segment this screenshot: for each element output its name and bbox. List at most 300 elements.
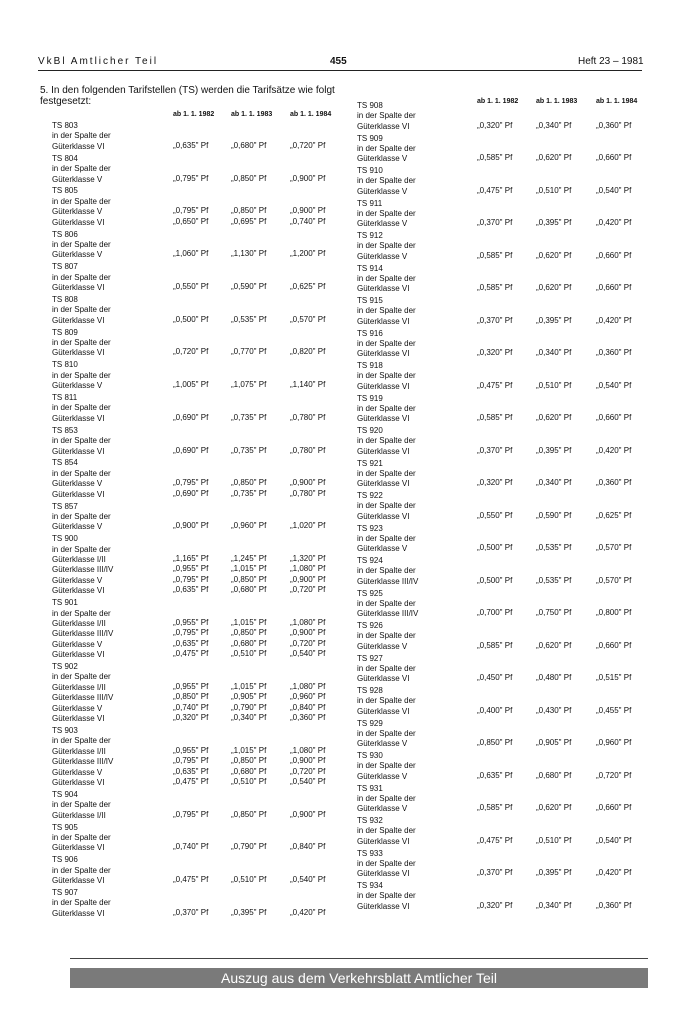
tarifstelle-label: TS 907: [52, 887, 78, 897]
tarif-value: „0,635" Pf: [173, 585, 209, 595]
column-phrase: in der Spalte der: [357, 241, 416, 251]
tarif-value: „0,395" Pf: [536, 218, 572, 228]
page-number: 455: [330, 56, 347, 67]
tarifstelle-label: TS 906: [52, 855, 78, 865]
tarif-value: „0,840" Pf: [290, 842, 326, 852]
tarif-value: „1,060" Pf: [173, 249, 209, 259]
gueterklasse-label: Güterklasse VI: [357, 869, 410, 879]
tarif-value: „0,540" Pf: [596, 835, 632, 845]
running-header: VkBl Amtlicher Teil: [38, 56, 159, 67]
tarif-value: „0,900" Pf: [290, 173, 326, 183]
tarif-value: „0,795" Pf: [173, 173, 209, 183]
tarif-value: „0,720" Pf: [173, 347, 209, 357]
column-phrase: in der Spalte der: [52, 436, 111, 446]
tarif-value: „0,680" Pf: [231, 766, 267, 776]
tarif-value: „0,455" Pf: [596, 705, 632, 715]
tarifstelle-label: TS 925: [357, 588, 383, 598]
tarif-value: „0,660" Pf: [596, 413, 632, 423]
tarif-value: „0,690" Pf: [173, 445, 209, 455]
tarifstelle-label: TS 806: [52, 229, 78, 239]
tarifstelle-label: TS 930: [357, 751, 383, 760]
tarif-value: „0,620" Pf: [536, 413, 572, 423]
tarifstelle-label: TS 900: [52, 534, 78, 544]
tarif-value: „0,795" Pf: [173, 574, 209, 584]
gueterklasse-label: Güterklasse I/II: [52, 810, 106, 820]
tarif-value: „0,540" Pf: [596, 380, 632, 390]
tarif-value: „0,360" Pf: [596, 348, 632, 358]
tarif-value: „0,360" Pf: [596, 900, 632, 910]
tarif-value: „0,680" Pf: [231, 140, 267, 150]
tarifstelle-label: TS 803: [52, 121, 78, 130]
tarif-value: „1,015" Pf: [231, 617, 267, 627]
column-phrase: in der Spalte der: [357, 793, 416, 803]
gueterklasse-label: Güterklasse V: [52, 522, 103, 532]
column-phrase: in der Spalte der: [52, 832, 111, 842]
tarif-value: „0,320" Pf: [173, 713, 209, 722]
gueterklasse-label: Güterklasse VI: [52, 777, 105, 787]
gueterklasse-label: Güterklasse VI: [52, 714, 105, 723]
tarif-value: „0,400" Pf: [477, 705, 513, 715]
gueterklasse-label: Güterklasse V: [52, 479, 103, 489]
header-rule: [38, 70, 642, 71]
tarif-value: „1,245" Pf: [231, 554, 267, 563]
tarif-value: „0,550" Pf: [173, 282, 209, 291]
column-phrase: in der Spalte der: [357, 143, 416, 153]
gueterklasse-label: Güterklasse VI: [357, 414, 410, 424]
gueterklasse-label: Güterklasse VI: [357, 446, 410, 456]
tarif-value: „1,020" Pf: [290, 521, 326, 531]
footer-banner: Auszug aus dem Verkehrsblatt Amtlicher Teil: [70, 968, 648, 988]
tarif-value: „0,320" Pf: [477, 478, 513, 488]
tarif-value: „0,955" Pf: [173, 564, 209, 574]
tarif-value: „0,450" Pf: [477, 673, 513, 683]
tarifstelle-label: TS 811: [52, 393, 78, 402]
tarif-value: „0,680" Pf: [231, 585, 267, 595]
tarif-value: „0,700" Pf: [477, 608, 513, 618]
tarif-value: „0,795" Pf: [173, 628, 209, 638]
tarif-value: „0,540" Pf: [290, 875, 326, 884]
tarif-value: „0,635" Pf: [173, 638, 209, 648]
tarif-value: „0,535" Pf: [536, 575, 572, 585]
tarif-value: „0,790" Pf: [231, 842, 267, 852]
tarif-value: „0,850" Pf: [477, 738, 513, 748]
tarif-value: „0,900" Pf: [290, 574, 326, 584]
tarif-value: „0,585" Pf: [477, 803, 513, 813]
tarif-value: „1,130" Pf: [231, 249, 267, 259]
tarif-value: „0,475" Pf: [173, 649, 209, 659]
tarif-value: „0,740" Pf: [173, 842, 209, 852]
tarif-value: „0,370" Pf: [477, 218, 513, 228]
tarif-value: „0,540" Pf: [596, 185, 632, 195]
tarif-value: „0,650" Pf: [173, 216, 209, 226]
column-phrase: in der Spalte der: [357, 858, 416, 868]
tarif-value: „1,080" Pf: [290, 681, 326, 691]
tarif-value: „0,510" Pf: [231, 875, 267, 884]
gueterklasse-label: Güterklasse VI: [357, 674, 410, 684]
gueterklasse-label: Güterklasse VI: [52, 908, 105, 918]
column-phrase: in der Spalte der: [52, 898, 111, 908]
tarif-value: „0,690" Pf: [173, 412, 209, 422]
tarif-value: „0,475" Pf: [477, 835, 513, 845]
gueterklasse-label: Güterklasse VI: [357, 706, 410, 716]
tarifstelle-label: TS 809: [52, 327, 78, 337]
tarif-value: „0,540" Pf: [290, 776, 326, 786]
tarif-value: „0,795" Pf: [173, 756, 209, 766]
tarif-value: „0,420" Pf: [290, 907, 326, 917]
column-phrase: in der Spalte der: [357, 111, 416, 121]
tarif-value: „0,820" Pf: [290, 347, 326, 357]
tarif-value: „0,960" Pf: [596, 738, 632, 748]
tarif-value: „0,585" Pf: [477, 640, 513, 650]
tarif-value: „0,570" Pf: [596, 543, 632, 553]
gueterklasse-label: Güterklasse V: [357, 186, 408, 196]
tarif-value: „0,900" Pf: [290, 809, 326, 819]
tarif-value: „0,395" Pf: [231, 907, 267, 917]
tarif-value: „0,340" Pf: [536, 348, 572, 358]
intro-paragraph: 5. In den folgenden Tarifstellen (TS) werden die Tarifsätze wie folgt festgesetzt:: [40, 85, 335, 107]
tarif-value: „0,955" Pf: [173, 617, 209, 627]
column-header: ab 1. 1. 1982: [173, 111, 215, 118]
gueterklasse-label: Güterklasse VI: [52, 413, 105, 423]
tarif-value: „0,635" Pf: [477, 770, 513, 780]
tarifstelle-label: TS 929: [357, 718, 383, 728]
gueterklasse-label: Güterklasse VI: [357, 381, 410, 391]
tarif-value: „0,620" Pf: [536, 283, 572, 293]
gueterklasse-label: Güterklasse VI: [357, 479, 410, 489]
tarif-value: „1,015" Pf: [231, 564, 267, 574]
tarif-value: „0,780" Pf: [290, 412, 326, 422]
tarif-value: „0,850" Pf: [173, 692, 209, 702]
tarifstelle-label: TS 915: [357, 296, 383, 305]
tarif-value: „0,620" Pf: [536, 640, 572, 650]
tarif-value: „0,960" Pf: [231, 521, 267, 531]
tarif-value: „0,620" Pf: [536, 153, 572, 163]
tarif-value: „0,960" Pf: [290, 692, 326, 702]
tarifstelle-label: TS 934: [357, 881, 383, 890]
gueterklasse-label: Güterklasse VI: [357, 284, 410, 294]
column-phrase: in der Spalte der: [52, 544, 111, 554]
gueterklasse-label: Güterklasse V: [357, 771, 408, 781]
tarif-value: „0,510" Pf: [536, 380, 572, 390]
tarif-value: „0,395" Pf: [536, 868, 572, 878]
tarif-value: „0,475" Pf: [477, 185, 513, 195]
gueterklasse-label: Güterklasse VI: [52, 586, 105, 596]
tarif-value: „0,420" Pf: [596, 315, 632, 325]
gueterklasse-label: Güterklasse I/II: [52, 555, 106, 564]
gueterklasse-label: Güterklasse VI: [357, 836, 410, 846]
column-phrase: in der Spalte der: [52, 865, 111, 875]
gueterklasse-label: Güterklasse III/IV: [52, 693, 114, 703]
issue-label: Heft 23 – 1981: [578, 56, 644, 67]
tarif-value: „0,850" Pf: [231, 173, 267, 183]
tarifstelle-label: TS 919: [357, 393, 383, 403]
tarif-value: „1,015" Pf: [231, 681, 267, 691]
tarif-value: „0,850" Pf: [231, 574, 267, 584]
column-header: ab 1. 1. 1984: [596, 98, 638, 105]
tarifstelle-label: TS 808: [52, 294, 78, 304]
tarif-value: „0,370" Pf: [173, 907, 209, 917]
gueterklasse-label: Güterklasse VI: [357, 901, 410, 911]
tarifstelle-label: TS 922: [357, 491, 383, 500]
gueterklasse-label: Güterklasse V: [357, 739, 408, 749]
tarifstelle-label: TS 931: [357, 783, 383, 793]
tarif-value: „0,500" Pf: [173, 314, 209, 324]
footer-rule: [70, 958, 648, 959]
tarif-value: „0,690" Pf: [173, 488, 209, 498]
tarifstelle-label: TS 926: [357, 621, 383, 630]
gueterklasse-label: Güterklasse VI: [52, 843, 105, 853]
tarif-value: „0,800" Pf: [596, 608, 632, 618]
gueterklasse-label: Güterklasse V: [52, 250, 103, 260]
column-phrase: in der Spalte der: [52, 800, 111, 810]
column-phrase: in der Spalte der: [52, 196, 111, 206]
tarifstelle-label: TS 804: [52, 153, 78, 163]
tarif-value: „0,905" Pf: [231, 692, 267, 702]
column-phrase: in der Spalte der: [357, 208, 416, 218]
tarif-value: „1,015" Pf: [231, 745, 267, 755]
tarif-value: „0,500" Pf: [477, 543, 513, 553]
gueterklasse-label: Güterklasse V: [52, 207, 103, 217]
tarif-value: „0,500" Pf: [477, 575, 513, 585]
tarif-value: „0,510" Pf: [231, 649, 267, 659]
column-phrase: in der Spalte der: [52, 338, 111, 347]
column-phrase: in der Spalte der: [357, 533, 416, 543]
column-phrase: in der Spalte der: [357, 273, 416, 283]
tarif-value: „0,695" Pf: [231, 216, 267, 226]
tarif-value: „0,900" Pf: [290, 206, 326, 216]
gueterklasse-label: Güterklasse V: [52, 174, 103, 184]
column-phrase: in der Spalte der: [52, 370, 111, 380]
tarif-value: „0,740" Pf: [290, 216, 326, 226]
gueterklasse-label: Güterklasse III/IV: [52, 565, 114, 575]
gueterklasse-label: Güterklasse VI: [52, 489, 105, 499]
column-phrase: in der Spalte der: [357, 598, 416, 608]
tarifstelle-label: TS 910: [357, 166, 383, 175]
tarif-value: „0,790" Pf: [231, 702, 267, 712]
tarif-value: „0,955" Pf: [173, 681, 209, 691]
tarifstelle-label: TS 902: [52, 662, 78, 671]
tarif-value: „1,200" Pf: [290, 249, 326, 259]
gueterklasse-label: Güterklasse VI: [52, 650, 105, 660]
column-phrase: in der Spalte der: [357, 826, 416, 836]
tarif-value: „0,360" Pf: [596, 120, 632, 130]
column-phrase: in der Spalte der: [357, 371, 416, 381]
tarif-value: „0,540" Pf: [290, 649, 326, 659]
tarif-value: „0,340" Pf: [231, 713, 267, 722]
tarif-value: „0,420" Pf: [596, 868, 632, 878]
tarifstelle-label: TS 810: [52, 360, 78, 370]
tarif-value: „0,585" Pf: [477, 283, 513, 293]
tarif-value: „0,740" Pf: [173, 702, 209, 712]
tarif-value: „0,900" Pf: [173, 521, 209, 531]
tarif-value: „0,955" Pf: [173, 745, 209, 755]
tarif-value: „0,360" Pf: [596, 478, 632, 488]
tarif-value: „0,420" Pf: [596, 445, 632, 455]
gueterklasse-label: Güterklasse VI: [52, 446, 105, 456]
tarifstelle-label: TS 908: [357, 101, 383, 110]
tarif-value: „0,780" Pf: [290, 488, 326, 498]
gueterklasse-label: Güterklasse I/II: [52, 682, 106, 692]
gueterklasse-label: Güterklasse VI: [52, 283, 105, 292]
tarif-value: „0,720" Pf: [290, 585, 326, 595]
column-phrase: in der Spalte der: [357, 566, 416, 576]
tarif-value: „0,850" Pf: [231, 478, 267, 488]
tarif-value: „0,370" Pf: [477, 445, 513, 455]
tarif-value: „0,720" Pf: [290, 638, 326, 648]
column-phrase: in der Spalte der: [357, 468, 416, 478]
gueterklasse-label: Güterklasse III/IV: [52, 757, 114, 767]
tarifstelle-label: TS 921: [357, 458, 383, 468]
tarifstelle-label: TS 927: [357, 653, 383, 663]
column-header: ab 1. 1. 1984: [290, 111, 332, 118]
tarif-value: „0,850" Pf: [231, 628, 267, 638]
tarif-value: „0,850" Pf: [231, 756, 267, 766]
tarif-value: „0,900" Pf: [290, 628, 326, 638]
column-phrase: in der Spalte der: [357, 306, 416, 316]
tarif-value: „1,075" Pf: [231, 380, 267, 390]
gueterklasse-label: Güterklasse V: [52, 767, 103, 777]
tarifstelle-label: TS 854: [52, 458, 78, 468]
tarif-value: „0,625" Pf: [596, 510, 632, 520]
tarifstelle-label: TS 920: [357, 426, 383, 435]
tarifstelle-label: TS 923: [357, 523, 383, 533]
tarif-value: „1,140" Pf: [290, 380, 326, 390]
tarif-value: „0,370" Pf: [477, 315, 513, 325]
tarif-value: „0,570" Pf: [596, 575, 632, 585]
tarif-value: „0,735" Pf: [231, 445, 267, 455]
column-phrase: in der Spalte der: [52, 131, 111, 141]
gueterklasse-label: Güterklasse V: [52, 703, 103, 713]
column-phrase: in der Spalte der: [357, 501, 416, 511]
tarif-value: „1,320" Pf: [290, 554, 326, 563]
tarifstelle-label: TS 912: [357, 231, 383, 240]
gueterklasse-label: Güterklasse V: [52, 639, 103, 649]
gueterklasse-label: Güterklasse V: [357, 641, 408, 651]
tarif-value: „0,570" Pf: [290, 314, 326, 324]
gueterklasse-label: Güterklasse VI: [52, 217, 105, 227]
tarifstelle-label: TS 853: [52, 425, 78, 435]
tarifstelle-label: TS 807: [52, 262, 78, 272]
gueterklasse-label: Güterklasse III/IV: [52, 629, 114, 639]
column-phrase: in der Spalte der: [357, 663, 416, 673]
gueterklasse-label: Güterklasse VI: [357, 316, 410, 326]
gueterklasse-label: Güterklasse V: [357, 251, 408, 261]
column-phrase: in der Spalte der: [357, 176, 416, 186]
tarif-value: „0,660" Pf: [596, 153, 632, 163]
tarif-value: „0,795" Pf: [173, 478, 209, 488]
tarifstelle-label: TS 805: [52, 186, 78, 196]
tarif-value: „0,795" Pf: [173, 809, 209, 819]
tarif-value: „0,840" Pf: [290, 702, 326, 712]
tarifstelle-label: TS 901: [52, 598, 78, 608]
column-phrase: in der Spalte der: [357, 761, 416, 771]
tarif-value: „0,320" Pf: [477, 900, 513, 910]
tarif-value: „1,080" Pf: [290, 617, 326, 627]
column-phrase: in der Spalte der: [52, 272, 111, 282]
tarif-value: „0,590" Pf: [231, 282, 267, 291]
gueterklasse-label: Güterklasse VI: [357, 349, 410, 359]
tarifstelle-label: TS 905: [52, 822, 78, 832]
column-phrase: in der Spalte der: [52, 511, 111, 521]
gueterklasse-label: Güterklasse VI: [52, 315, 105, 325]
tarif-value: „0,620" Pf: [536, 250, 572, 260]
tarif-value: „0,475" Pf: [477, 380, 513, 390]
tarif-value: „0,850" Pf: [231, 809, 267, 819]
tarif-value: „0,510" Pf: [536, 185, 572, 195]
tarifstelle-label: TS 914: [357, 263, 383, 273]
column-phrase: in der Spalte der: [357, 891, 416, 901]
tarif-value: „0,780" Pf: [290, 445, 326, 455]
tarif-value: „0,320" Pf: [477, 348, 513, 358]
column-phrase: in der Spalte der: [52, 672, 111, 682]
tarif-value: „0,660" Pf: [596, 640, 632, 650]
tarif-value: „0,625" Pf: [290, 282, 326, 291]
column-phrase: in der Spalte der: [357, 436, 416, 446]
column-phrase: in der Spalte der: [52, 468, 111, 478]
tarif-value: „0,420" Pf: [596, 218, 632, 228]
tarif-value: „0,900" Pf: [290, 756, 326, 766]
gueterklasse-label: Güterklasse V: [357, 544, 408, 554]
column-phrase: in der Spalte der: [357, 403, 416, 413]
tarif-value: „0,680" Pf: [536, 770, 572, 780]
tarifstelle-label: TS 924: [357, 556, 383, 565]
tarif-value: „0,395" Pf: [536, 445, 572, 455]
tarif-value: „0,795" Pf: [173, 206, 209, 216]
gueterklasse-label: Güterklasse V: [52, 381, 103, 391]
tarif-value: „0,660" Pf: [596, 283, 632, 293]
gueterklasse-label: Güterklasse I/II: [52, 746, 106, 756]
tarif-value: „0,480" Pf: [536, 673, 572, 683]
tarif-value: „0,720" Pf: [596, 770, 632, 780]
gueterklasse-label: Güterklasse III/IV: [357, 609, 419, 619]
gueterklasse-label: Güterklasse VI: [357, 511, 410, 521]
gueterklasse-label: Güterklasse VI: [52, 141, 105, 151]
column-header: ab 1. 1. 1983: [536, 98, 578, 105]
tarifstelle-label: TS 903: [52, 725, 78, 735]
tarif-value: „0,720" Pf: [290, 140, 326, 150]
tarif-value: „0,770" Pf: [231, 347, 267, 357]
tarif-value: „0,585" Pf: [477, 153, 513, 163]
column-phrase: in der Spalte der: [357, 696, 416, 706]
gueterklasse-label: Güterklasse V: [357, 804, 408, 814]
tarif-value: „0,340" Pf: [536, 120, 572, 130]
tarif-value: „0,750" Pf: [536, 608, 572, 618]
gueterklasse-label: Güterklasse V: [52, 575, 103, 585]
tarif-value: „0,510" Pf: [536, 835, 572, 845]
gueterklasse-label: Güterklasse VI: [357, 121, 410, 131]
gueterklasse-label: Güterklasse III/IV: [357, 576, 419, 586]
tarif-value: „0,590" Pf: [536, 510, 572, 520]
column-phrase: in der Spalte der: [357, 728, 416, 738]
tarif-value: „0,360" Pf: [290, 713, 326, 722]
tarif-value: „0,320" Pf: [477, 120, 513, 130]
tarifstelle-label: TS 857: [52, 501, 78, 511]
column-phrase: in der Spalte der: [52, 305, 111, 315]
tarif-value: „0,900" Pf: [290, 478, 326, 488]
tarif-value: „0,850" Pf: [231, 206, 267, 216]
tarifstelle-label: TS 932: [357, 816, 383, 825]
gueterklasse-label: Güterklasse VI: [52, 348, 105, 358]
tarif-value: „0,430" Pf: [536, 705, 572, 715]
tarif-value: „0,550" Pf: [477, 510, 513, 520]
gueterklasse-label: Güterklasse I/II: [52, 618, 106, 628]
column-phrase: in der Spalte der: [52, 403, 111, 413]
tarif-value: „0,680" Pf: [231, 638, 267, 648]
tarif-value: „0,720" Pf: [290, 766, 326, 776]
tarif-value: „0,735" Pf: [231, 488, 267, 498]
tarif-value: „0,660" Pf: [596, 803, 632, 813]
tarif-value: „0,735" Pf: [231, 412, 267, 422]
